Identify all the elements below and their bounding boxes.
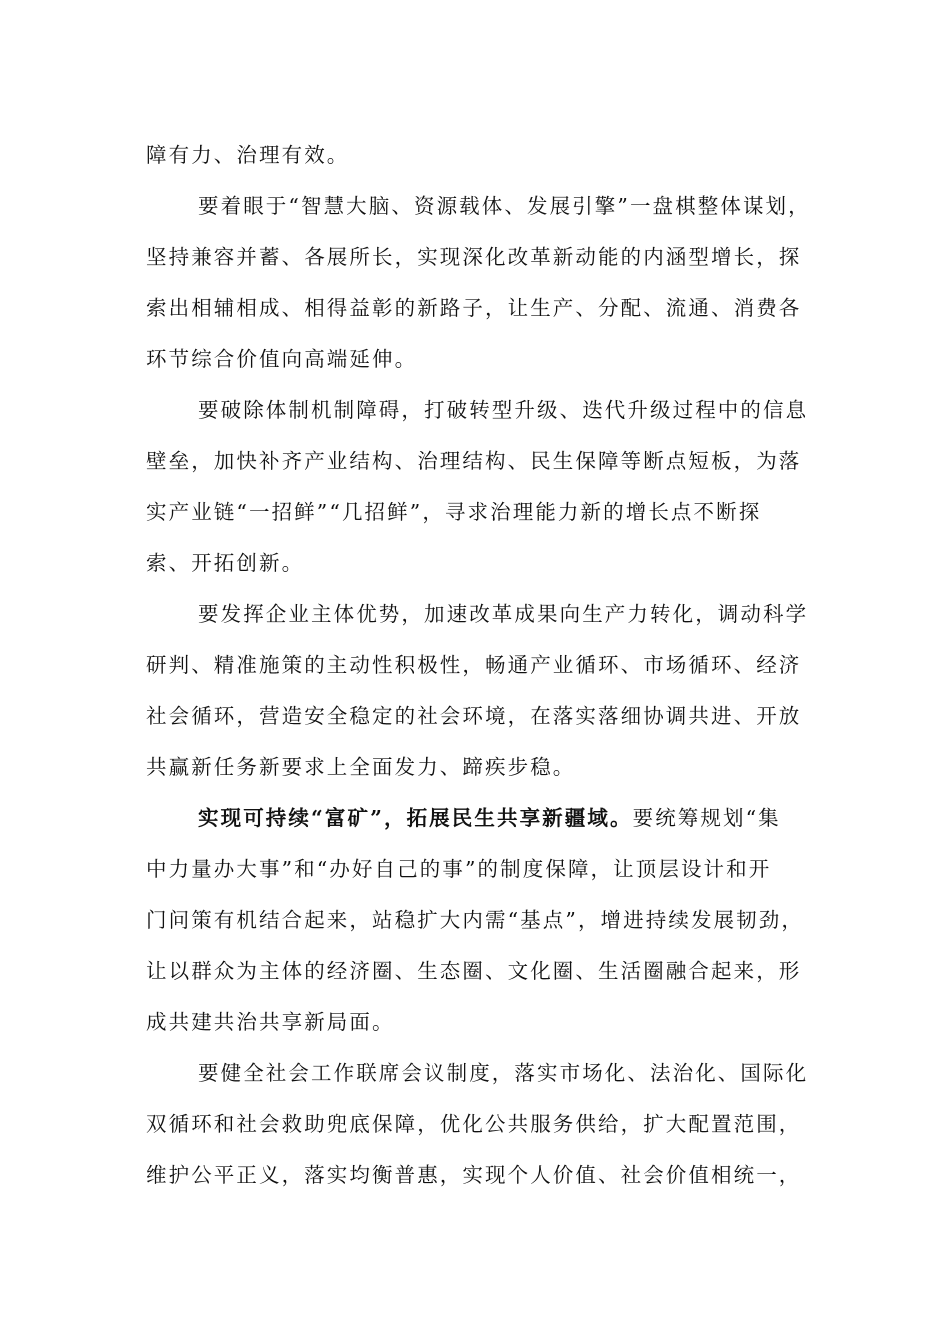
text-line: 实产业链“一招鲜”“几招鲜”，寻求治理能力新的增长点不断探 — [146, 500, 762, 524]
section-lead-heading: 实现可持续“富矿”，拓展民生共享新疆域。 — [198, 806, 633, 830]
text-line: 让以群众为主体的经济圈、生态圈、文化圈、生活圈融合起来，形 — [146, 959, 802, 983]
paragraph-2 — [146, 181, 836, 385]
paragraph-4 — [146, 589, 836, 793]
text-line: 要发挥企业主体优势，加速改革成果向生产力转化，调动科学 — [198, 602, 809, 626]
text-line: 成共建共治共享新局面。 — [146, 1010, 395, 1034]
text-line: 社会循环，营造安全稳定的社会环境，在落实落细协调共进、开放 — [146, 704, 802, 728]
text-line: 索出相辅相成、相得益彰的新路子，让生产、分配、流通、消费各 — [146, 296, 802, 320]
text-line: 要健全社会工作联席会议制度，落实市场化、法治化、国际化 — [198, 1061, 809, 1085]
text-line: 障有力、治理有效。 — [146, 143, 350, 167]
text-line: 壁垒，加快补齐产业结构、治理结构、民生保障等断点短板，为落 — [146, 449, 802, 473]
text-line: 门问策有机结合起来，站稳扩大内需“基点”，增进持续发展韧劲， — [146, 908, 804, 932]
text-line: 共赢新任务新要求上全面发力、蹄疾步稳。 — [146, 755, 576, 779]
text-line: 要破除体制机制障碍，打破转型升级、迭代升级过程中的信息 — [198, 398, 809, 422]
text-line: 双循环和社会救助兜底保障，优化公共服务供给，扩大配置范围， — [146, 1112, 802, 1136]
text-line: 研判、精准施策的主动性积极性，畅通产业循环、市场循环、经济 — [146, 653, 802, 677]
text-line: 维护公平正义，落实均衡普惠，实现个人价值、社会价值相统一， — [146, 1163, 802, 1187]
paragraph-6 — [146, 1048, 836, 1201]
text-line: 环节综合价值向高端延伸。 — [146, 347, 418, 371]
text-line — [146, 793, 836, 844]
paragraph-5 — [146, 793, 836, 1048]
text-line: 中力量办大事”和“办好自己的事”的制度保障，让顶层设计和开 — [146, 857, 772, 881]
text-line: 索、开拓创新。 — [146, 551, 305, 575]
text-line: 坚持兼容并蓄、各展所长，实现深化改革新动能的内涵型增长，探 — [146, 245, 802, 269]
text-line: 要着眼于“智慧大脑、资源载体、发展引擎”一盘棋整体谋划， — [198, 194, 811, 218]
body-text — [146, 130, 836, 1201]
paragraph-3 — [146, 385, 836, 589]
section-lead-rest: 要统筹规划“集 — [632, 806, 781, 830]
paragraph-1 — [146, 130, 836, 181]
